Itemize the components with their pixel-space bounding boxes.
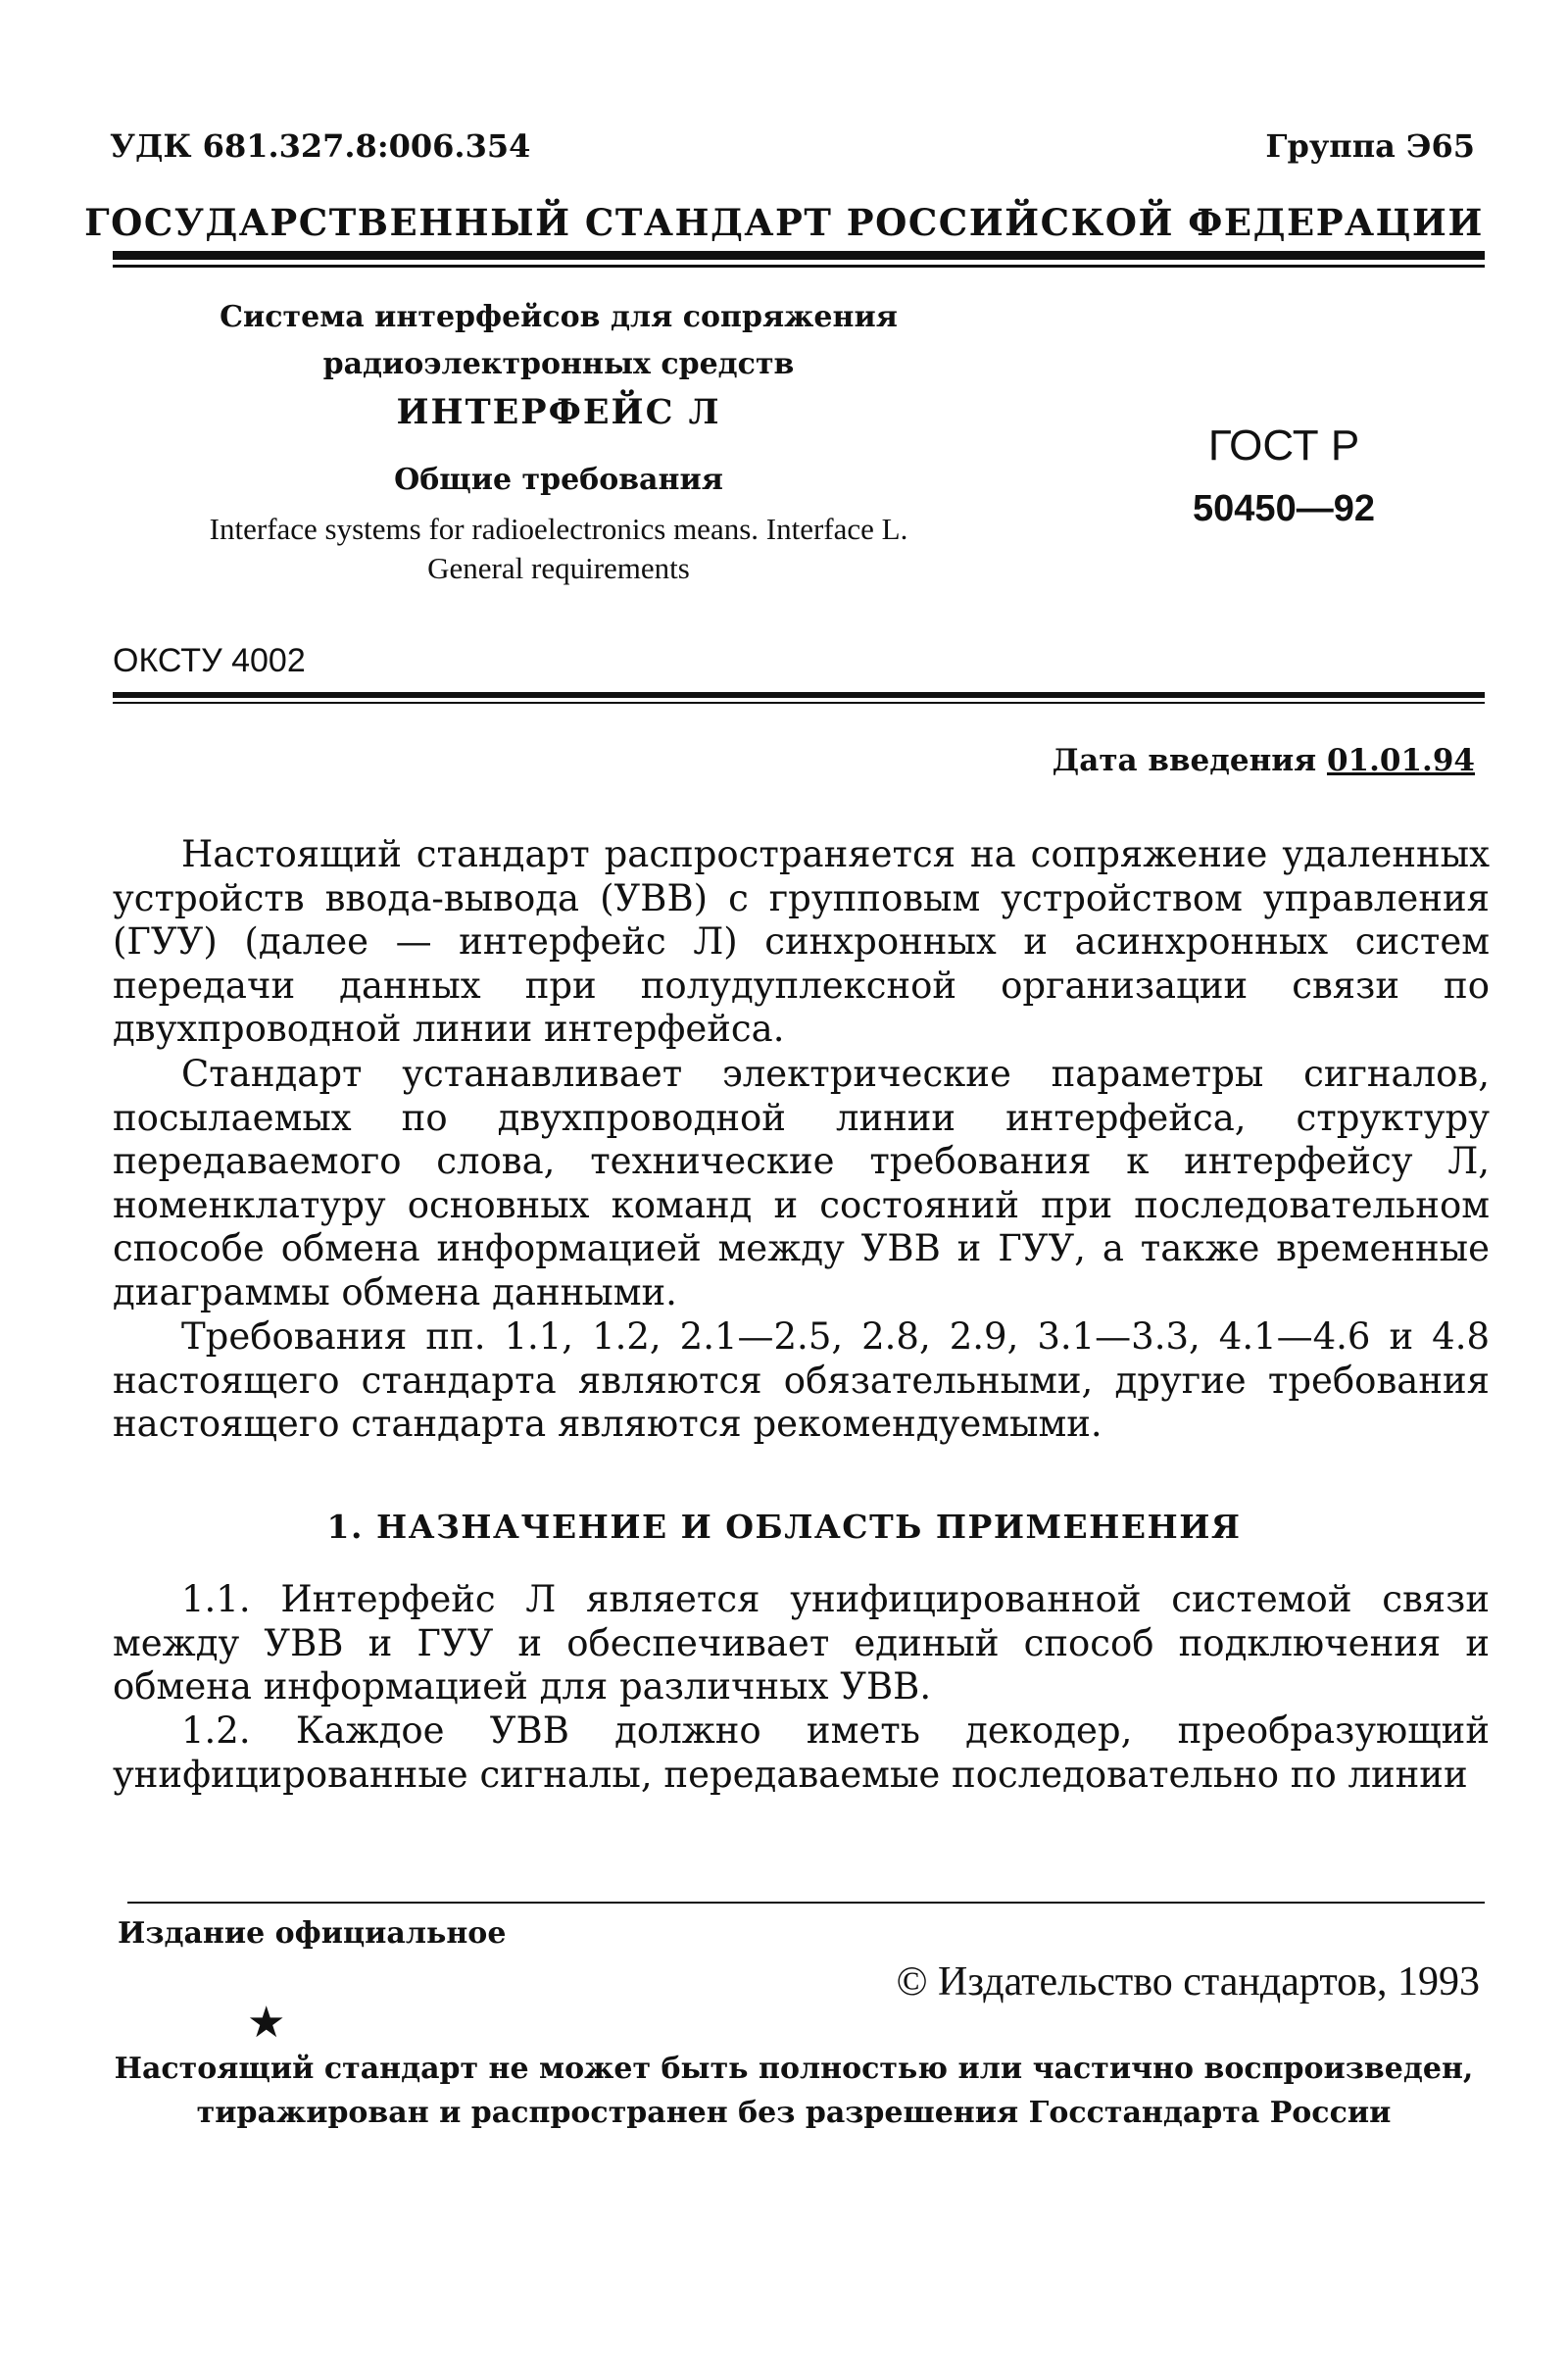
- footer-rule: [127, 1902, 1485, 1904]
- middle-double-rule-thick: [113, 692, 1485, 698]
- gost-label: ГОСТ Р: [1207, 421, 1360, 470]
- paragraph-scope: Настоящий стандарт распространяется на сопряжение удаленных устройств ввода-вывода (УВВ) с групповым устройством управления (ГУУ) (далее — интерфейс Л) синхронных и асинхронных систем передачи данных при полудуплексной организации связи по двухпроводной линии интерфейса.: [113, 833, 1490, 1051]
- intro-date-value: 01.01.94: [1326, 743, 1475, 778]
- group-code: Группа Э65: [1265, 127, 1475, 165]
- state-standard-heading: ГОСУДАРСТВЕННЫЙ СТАНДАРТ РОССИЙСКОЙ ФЕДЕРАЦИИ: [84, 201, 1484, 244]
- gost-number: 50450—92: [1193, 488, 1375, 529]
- interface-name: ИНТЕРФЕЙС Л: [396, 392, 721, 432]
- system-title: Система интерфейсов для сопряжения радиоэлектронных средств: [220, 300, 898, 381]
- paragraph-requirements: Требования пп. 1.1, 1.2, 2.1—2.5, 2.8, 2.9, 3.1—3.3, 4.1—4.6 и 4.8 настоящего стандарта являются обязательными, другие требования настоящего стандарта являются рекомендуемыми.: [113, 1315, 1490, 1446]
- copyright: © Издательство стандартов, 1993: [896, 1959, 1480, 2005]
- edition-label: Издание официальное: [118, 1916, 507, 1951]
- reproduction-notice: Настоящий стандарт не может быть полностью или частично воспроизведен, тиражирован и распространен без разрешения Госстандарта России: [114, 2052, 1474, 2130]
- paragraph-content: Стандарт устанавливает электрические параметры сигналов, посылаемых по двухпроводной линии интерфейса, структуру передаваемого слова, технические требования к интерфейсу Л, номенклатуру основных команд и состояний при последовательном способе обмена информацией между УВВ и ГУУ, а также временные диаграммы обмена данными.: [113, 1053, 1490, 1313]
- star-icon: ★: [247, 1998, 286, 2048]
- middle-double-rule-thin: [113, 702, 1485, 704]
- top-double-rule-thin: [113, 265, 1485, 268]
- top-double-rule-thick: [113, 251, 1485, 260]
- paragraph-1-1: 1.1. Интерфейс Л является унифицированной системой связи между УВВ и ГУУ и обеспечивает единый способ подключения и обмена информацией для различных УВВ.: [113, 1578, 1490, 1708]
- okstu-code: ОКСТУ 4002: [113, 642, 306, 679]
- general-requirements: Общие требования: [394, 463, 723, 497]
- english-title: Interface systems for radioelectronics means. Interface L. General requirements: [209, 512, 908, 585]
- intro-date: [1053, 743, 1475, 778]
- section-title: 1. НАЗНАЧЕНИЕ И ОБЛАСТЬ ПРИМЕНЕНИЯ: [326, 1508, 1242, 1546]
- paragraph-1-2: 1.2. Каждое УВВ должно иметь декодер, преобразующий унифицированные сигналы, передаваемые последовательно по линии: [113, 1709, 1490, 1796]
- intro-date-label: Дата введения: [1052, 743, 1317, 778]
- udk-code: УДК 681.327.8:006.354: [110, 127, 531, 165]
